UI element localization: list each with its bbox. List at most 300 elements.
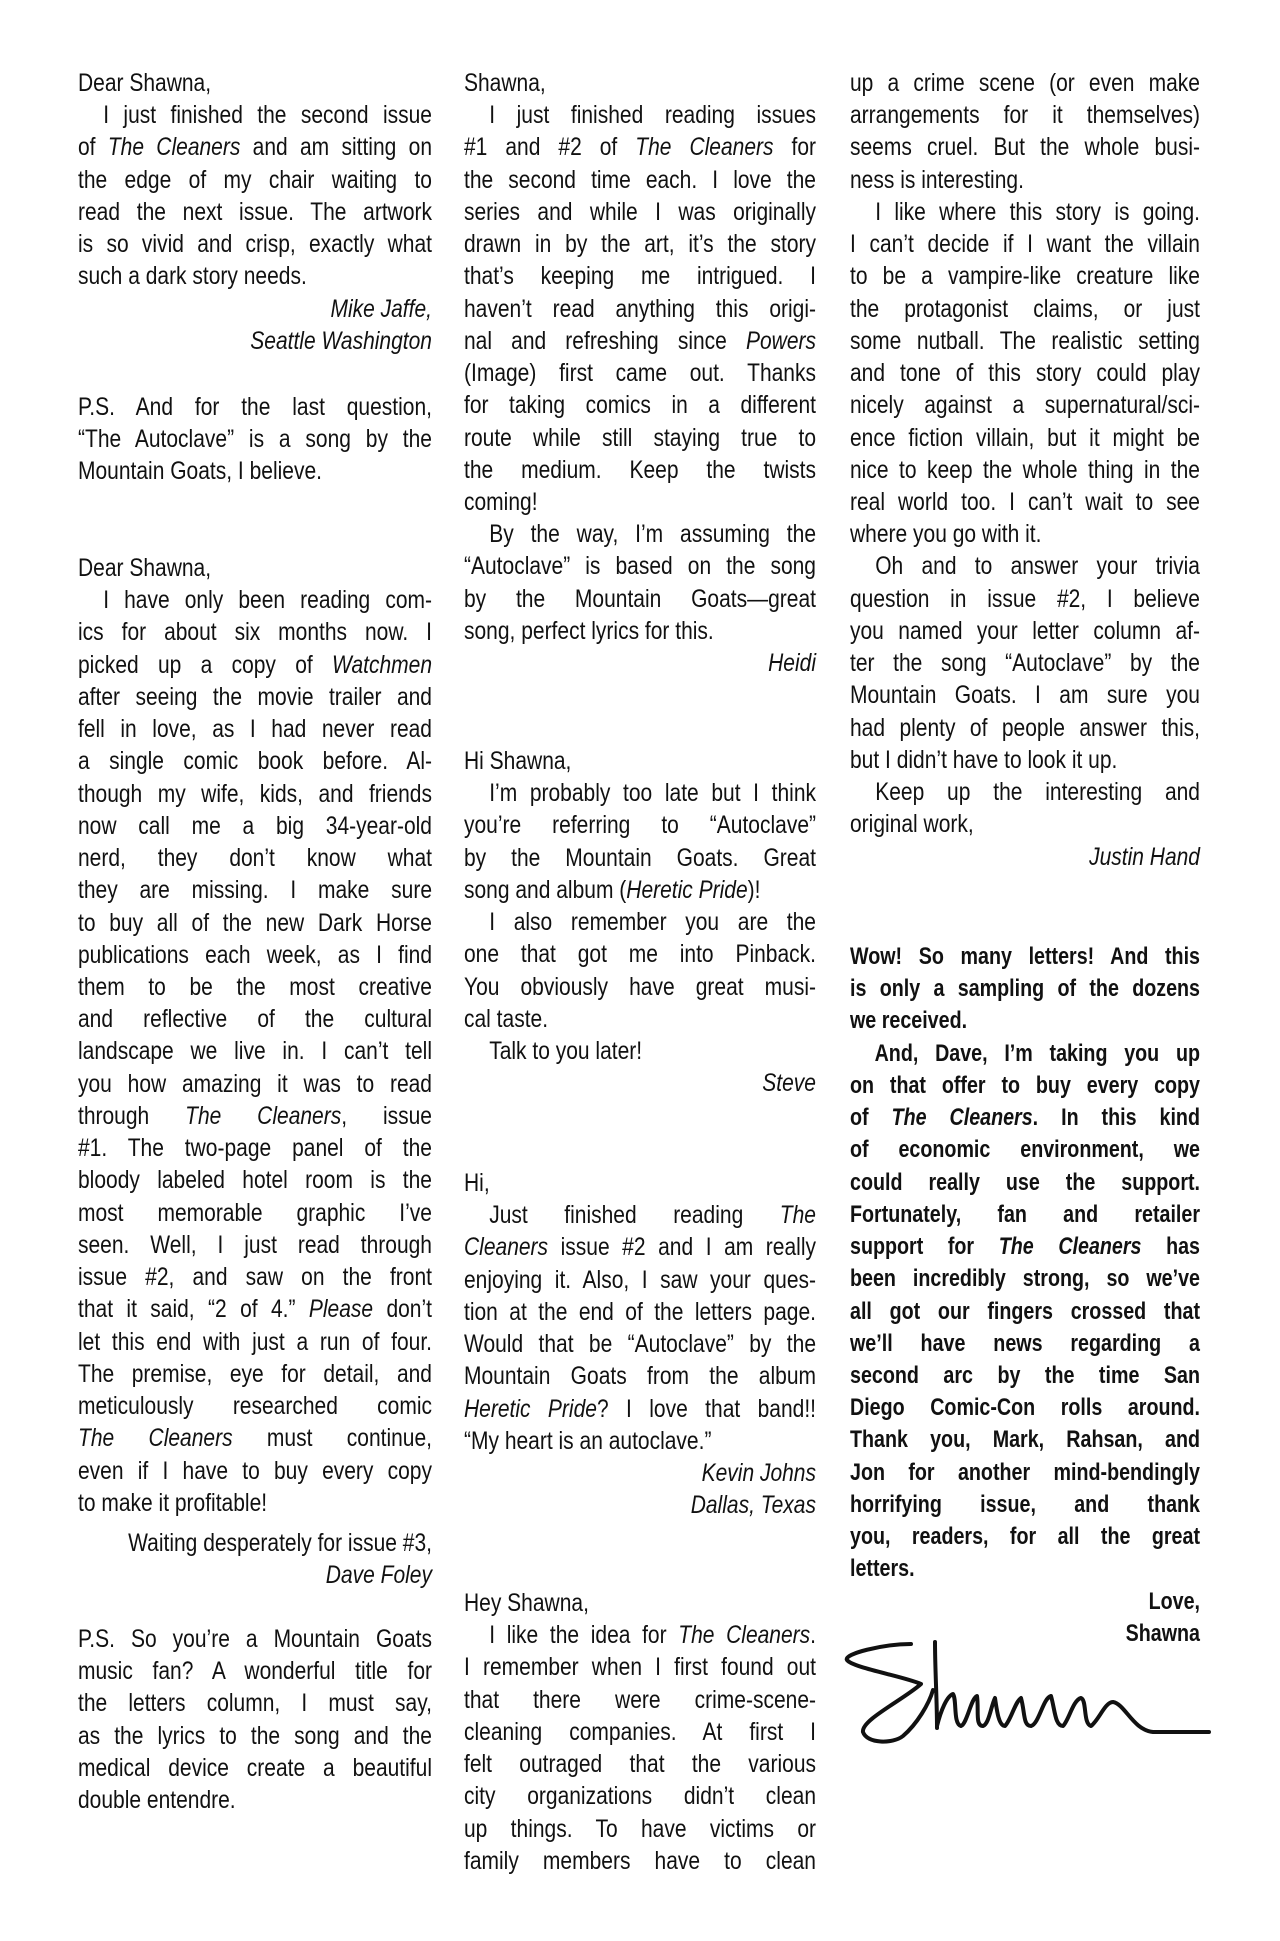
text-run: the edge of my chair waiting to: [78, 165, 432, 194]
italic-text-run: Watchmen: [332, 650, 432, 679]
text-line: [850, 196, 1200, 228]
text-run: them to be the most creative: [78, 972, 432, 1001]
text-run: Oh and to answer your trivia: [875, 552, 1200, 581]
text-run: coming!: [464, 487, 538, 516]
text-run: I like where this story is going.: [875, 197, 1200, 226]
text-run: Waiting desperately for issue #3,: [128, 1528, 432, 1557]
text-run: medical device create a beautiful: [78, 1753, 432, 1782]
text-run: And, Dave, I’m taking you up: [874, 1039, 1200, 1067]
text-line: [464, 1264, 816, 1296]
text-run: that there were crime-scene-: [464, 1685, 816, 1714]
text-run: Thank you, Mark, Rahsan, and: [850, 1426, 1200, 1454]
text-run: Would that be “Autoclave” by the: [464, 1330, 816, 1359]
text-line: [464, 1199, 816, 1231]
text-line: [850, 615, 1200, 647]
italic-text-run: Dallas, Texas: [690, 1491, 816, 1520]
text-run: cleaning companies. At first I: [464, 1717, 816, 1746]
text-run: the medium. Keep the twists: [464, 455, 816, 484]
italic-text-run: The Cleaners: [678, 1621, 811, 1650]
italic-text-run: Steve: [762, 1069, 816, 1098]
text-line: [78, 1720, 432, 1752]
text-line: [78, 455, 432, 487]
text-run: had plenty of people answer this,: [850, 713, 1200, 742]
text-run: Fortunately, fan and retailer: [850, 1200, 1200, 1228]
italic-text-run: Please: [308, 1295, 374, 1324]
text-line: [78, 1559, 432, 1591]
text-line: [850, 973, 1200, 1005]
text-run: that it said, “2 of 4.”: [78, 1295, 309, 1324]
text-line: [78, 842, 432, 874]
text-run: fell in love, as I had never read: [78, 715, 432, 744]
text-line: [78, 1132, 432, 1164]
text-run: song and album (: [464, 875, 627, 904]
text-run: Jon for another mind-bendingly: [850, 1458, 1200, 1486]
text-run: second arc by the time San: [850, 1361, 1200, 1389]
text-run: Mountain Goats. I am sure you: [850, 681, 1200, 710]
text-line: [78, 1100, 432, 1132]
text-line: [78, 99, 432, 131]
text-line: [78, 164, 432, 196]
text-run: horrifying issue, and thank: [850, 1490, 1200, 1518]
text-line: [78, 260, 432, 292]
text-run: Talk to you later!: [489, 1037, 643, 1066]
text-line: [464, 1167, 816, 1199]
text-run: we received.: [850, 1007, 968, 1035]
text-run: Love,: [1148, 1587, 1200, 1615]
text-line: [464, 745, 816, 777]
text-run: is so vivid and crisp, exactly what: [78, 230, 432, 259]
text-run: Dear Shawna,: [78, 68, 212, 97]
text-line: [850, 1328, 1200, 1360]
text-run: of: [850, 1104, 892, 1132]
text-run: to make it profitable!: [78, 1488, 268, 1517]
text-run: to buy all of the new Dark Horse: [78, 908, 432, 937]
text-line: [464, 550, 816, 582]
text-run: but I didn’t have to look it up.: [850, 745, 1118, 774]
text-run: “My heart is an autoclave.”: [464, 1426, 712, 1455]
text-run: I remember when I first found out: [464, 1653, 816, 1682]
text-line: [464, 1296, 816, 1328]
text-line: [78, 1784, 432, 1816]
text-run: nerd, they don’t know what: [78, 844, 432, 873]
text-line: [78, 1455, 432, 1487]
text-line: [464, 1003, 816, 1035]
text-line: [78, 584, 432, 616]
text-run: ter the song “Autoclave” by the: [850, 649, 1200, 678]
text-run: tion at the end of the letters page.: [464, 1297, 816, 1326]
text-line: [850, 841, 1200, 873]
text-line: [464, 938, 816, 970]
text-line: [464, 1684, 816, 1716]
text-run: bloody labeled hotel room is the: [78, 1166, 432, 1195]
italic-text-run: The Cleaners: [78, 1424, 233, 1453]
text-run: I just finished the second issue: [103, 101, 432, 130]
text-run: support for: [850, 1233, 999, 1261]
text-run: some nutball. The realistic setting: [850, 326, 1200, 355]
text-run: real world too. I can’t wait to see: [850, 487, 1200, 516]
text-line: [464, 1328, 816, 1360]
text-run: By the way, I’m assuming the: [489, 520, 816, 549]
text-run: double entendre.: [78, 1786, 236, 1815]
italic-text-run: Kevin Johns: [701, 1459, 816, 1488]
italic-text-run: Heretic Pride: [464, 1394, 597, 1423]
italic-text-run: The: [779, 1201, 816, 1230]
text-line: [850, 583, 1200, 615]
text-line: [850, 67, 1200, 99]
text-run: haven’t read anything this origi-: [464, 294, 816, 323]
text-line: [464, 293, 816, 325]
text-run: issue #2, and saw on the front: [78, 1263, 432, 1292]
italic-text-run: Heidi: [768, 649, 816, 678]
text-run: song, perfect lyrics for this.: [464, 616, 714, 645]
text-line: [78, 907, 432, 939]
text-run: Shawna,: [464, 68, 546, 97]
text-line: [78, 1358, 432, 1390]
text-line: [464, 164, 816, 196]
text-line: [850, 260, 1200, 292]
text-line: [464, 1231, 816, 1263]
text-run: most memorable graphic I’ve: [78, 1198, 432, 1227]
text-run: nice to keep the whole thing in the: [850, 455, 1200, 484]
text-line: [78, 391, 432, 423]
text-run: could really use the support.: [850, 1168, 1200, 1196]
text-line: [78, 1035, 432, 1067]
text-run: ness is interesting.: [850, 165, 1024, 194]
text-run: through: [78, 1101, 186, 1130]
text-line: [850, 1586, 1200, 1618]
text-run: landscape we live in. I can’t tell: [78, 1037, 432, 1066]
text-line: [464, 260, 816, 292]
text-run: route while still staying true to: [464, 423, 816, 452]
text-line: [850, 454, 1200, 486]
text-run: up things. To have victims or: [464, 1814, 816, 1843]
text-run: Diego Comic-Con rolls around.: [850, 1394, 1200, 1422]
text-run: The premise, eye for detail, and: [78, 1359, 432, 1388]
text-line: [78, 1527, 432, 1559]
text-run: where you go with it.: [850, 520, 1042, 549]
text-line: [464, 615, 816, 647]
text-line: [850, 1102, 1200, 1134]
text-line: [850, 1231, 1200, 1263]
text-line: [464, 1393, 816, 1425]
text-run: seems cruel. But the whole busi-: [850, 133, 1200, 162]
text-run: , issue: [341, 1101, 432, 1130]
text-run: ics for about six months now. I: [78, 618, 432, 647]
text-run: I’m probably too late but I think: [489, 779, 816, 808]
text-run: (Image) first came out. Thanks: [464, 359, 816, 388]
text-run: Shawna: [1125, 1619, 1200, 1647]
text-run: Hi Shawna,: [464, 746, 572, 775]
text-line: [850, 1457, 1200, 1489]
text-line: [464, 874, 816, 906]
text-line: [464, 325, 816, 357]
text-line: [850, 941, 1200, 973]
text-line: [464, 518, 816, 550]
text-line: [464, 422, 816, 454]
italic-text-run: Powers: [745, 326, 816, 355]
text-run: music fan? A wonderful title for: [78, 1657, 432, 1686]
text-run: Hey Shawna,: [464, 1588, 589, 1617]
text-run: cal taste.: [464, 1004, 549, 1033]
text-run: Mountain Goats from the album: [464, 1362, 816, 1391]
text-line: [78, 810, 432, 842]
text-line: [850, 131, 1200, 163]
text-line: [850, 1263, 1200, 1295]
text-run: of economic environment, we: [850, 1136, 1200, 1164]
text-run: by the Mountain Goats. Great: [464, 843, 816, 872]
italic-text-run: The Cleaners: [107, 133, 241, 162]
text-run: after seeing the movie trailer and: [78, 682, 432, 711]
text-line: [850, 1521, 1200, 1553]
text-line: [850, 808, 1200, 840]
text-line: [78, 713, 432, 745]
text-line: [78, 131, 432, 163]
text-run: Hi,: [464, 1168, 490, 1197]
text-line: [850, 1424, 1200, 1456]
text-line: [464, 777, 816, 809]
text-run: Wow! So many letters! And this: [850, 942, 1200, 970]
text-line: [850, 1296, 1200, 1328]
text-line: [464, 228, 816, 260]
text-run: let this end with just a run of four.: [78, 1327, 432, 1356]
text-line: [78, 228, 432, 260]
text-run: of: [78, 133, 108, 162]
text-run: P.S. And for the last question,: [78, 392, 432, 421]
text-run: I just finished reading issues: [489, 101, 816, 130]
text-line: [464, 1587, 816, 1619]
text-line: [850, 518, 1200, 550]
text-line: [78, 745, 432, 777]
text-line: [464, 1035, 816, 1067]
text-line: [464, 357, 816, 389]
text-line: [464, 647, 816, 679]
text-line: [464, 1845, 816, 1877]
text-run: now call me a big 34-year-old: [78, 811, 432, 840]
italic-text-run: The Cleaners: [635, 133, 774, 162]
text-run: nicely against a supernatural/sci-: [850, 391, 1200, 420]
text-run: as the lyrics to the song and the: [78, 1721, 432, 1750]
text-run: has: [1141, 1233, 1200, 1261]
text-run: Dear Shawna,: [78, 553, 212, 582]
text-run: series and while I was originally: [464, 197, 816, 226]
text-line: [464, 1748, 816, 1780]
text-line: [850, 1038, 1200, 1070]
text-run: I like the idea for: [489, 1621, 679, 1650]
text-line: [850, 550, 1200, 582]
text-line: [464, 196, 816, 228]
text-line: [464, 1457, 816, 1489]
italic-text-run: Mike Jaffe,: [330, 294, 432, 323]
text-run: must continue,: [232, 1424, 432, 1453]
text-run: one that got me into Pinback.: [464, 940, 816, 969]
text-line: [850, 1005, 1200, 1037]
text-line: [78, 1003, 432, 1035]
text-run: you named your letter column af-: [850, 616, 1200, 645]
text-run: ? I love that band!!: [596, 1394, 816, 1423]
text-run: that’s keeping me intrigued. I: [464, 262, 816, 291]
text-line: [78, 939, 432, 971]
text-line: [78, 874, 432, 906]
italic-text-run: Heretic Pride: [626, 875, 748, 904]
text-line: [850, 744, 1200, 776]
text-line: [850, 357, 1200, 389]
text-line: [464, 906, 816, 938]
text-line: [850, 1360, 1200, 1392]
text-line: [850, 228, 1200, 260]
text-line: [78, 681, 432, 713]
italic-text-run: The Cleaners: [185, 1101, 342, 1130]
text-run: you, readers, for all the great: [850, 1523, 1200, 1551]
text-run: been incredibly strong, so we’ve: [850, 1265, 1200, 1293]
text-run: arrangements for it themselves): [850, 101, 1200, 130]
text-run: issue #2 and I am really: [548, 1233, 816, 1262]
text-line: [78, 552, 432, 584]
text-run: to be a vampire-like creature like: [850, 262, 1200, 291]
italic-text-run: Dave Foley: [325, 1561, 432, 1590]
text-line: [850, 293, 1200, 325]
text-line: [78, 293, 432, 325]
text-line: [850, 1392, 1200, 1424]
italic-text-run: The Cleaners: [998, 1233, 1142, 1261]
text-run: question in issue #2, I believe: [850, 584, 1200, 613]
text-run: and am sitting on: [240, 133, 433, 162]
text-run: Keep up the interesting and: [875, 778, 1200, 807]
text-line: [464, 1425, 816, 1457]
text-run: drawn in by the art, it’s the story: [464, 230, 816, 259]
text-line: [78, 1390, 432, 1422]
text-run: you how amazing it was to read: [78, 1069, 432, 1098]
text-run: I have only been reading com-: [103, 586, 432, 615]
text-run: “Autoclave” is based on the song: [464, 552, 816, 581]
text-run: letters.: [850, 1555, 915, 1583]
text-line: [464, 1067, 816, 1099]
text-run: nal and refreshing since: [464, 326, 746, 355]
text-line: [464, 1716, 816, 1748]
text-line: [850, 679, 1200, 711]
text-line: [464, 131, 816, 163]
text-run: for taking comics in a different: [464, 391, 816, 420]
text-line: [78, 1752, 432, 1784]
text-run: seen. Well, I just read through: [78, 1230, 432, 1259]
text-run: by the Mountain Goats—great: [464, 584, 816, 613]
text-line: [464, 971, 816, 1003]
text-run: and reflective of the cultural: [78, 1005, 432, 1034]
text-line: [78, 1687, 432, 1719]
text-run: enjoying it. Also, I saw your ques-: [464, 1265, 816, 1294]
text-run: they are missing. I make sure: [78, 876, 432, 905]
text-run: city organizations didn’t clean: [464, 1782, 816, 1811]
text-line: [464, 486, 816, 518]
italic-text-run: Cleaners: [464, 1233, 549, 1262]
text-line: [78, 1326, 432, 1358]
text-line: [464, 842, 816, 874]
text-run: Just finished reading: [489, 1201, 780, 1230]
text-line: [850, 325, 1200, 357]
text-run: read the next issue. The artwork: [78, 197, 432, 226]
text-line: [78, 1422, 432, 1454]
text-line: [78, 971, 432, 1003]
text-run: the second time each. I love the: [464, 165, 816, 194]
text-line: [850, 1199, 1200, 1231]
text-run: I can’t decide if I want the villain: [850, 230, 1200, 259]
text-run: you’re referring to “Autoclave”: [464, 811, 816, 840]
text-line: [78, 1261, 432, 1293]
text-run: . In this kind: [1032, 1104, 1200, 1132]
text-line: [464, 809, 816, 841]
text-line: [78, 196, 432, 228]
text-line: [78, 1197, 432, 1229]
text-run: picked up a copy of: [78, 650, 333, 679]
text-run: Mountain Goats, I believe.: [78, 457, 322, 486]
text-line: [78, 1229, 432, 1261]
text-run: ence fiction villain, but it might be: [850, 423, 1200, 452]
text-line: [464, 454, 816, 486]
text-line: [78, 1164, 432, 1196]
text-run: .: [810, 1621, 816, 1650]
italic-text-run: Seattle Washington: [250, 326, 432, 355]
text-run: is only a sampling of the dozens: [850, 975, 1200, 1003]
text-run: on that offer to buy every copy: [850, 1071, 1200, 1099]
text-line: [78, 1623, 432, 1655]
text-line: [78, 423, 432, 455]
text-line: [78, 1068, 432, 1100]
text-run: all got our fingers crossed that: [850, 1297, 1200, 1325]
text-run: P.S. So you’re a Mountain Goats: [78, 1624, 432, 1653]
text-run: )!: [747, 875, 761, 904]
text-run: up a crime scene (or even make: [850, 68, 1200, 97]
text-line: [850, 164, 1200, 196]
text-line: [850, 712, 1200, 744]
text-run: for: [773, 133, 817, 162]
text-run: we’ll have news regarding a: [850, 1329, 1200, 1357]
text-run: felt outraged that the various: [464, 1750, 816, 1779]
text-line: [850, 1489, 1200, 1521]
text-line: [850, 486, 1200, 518]
text-line: [464, 1780, 816, 1812]
text-run: though my wife, kids, and friends: [78, 779, 432, 808]
text-line: [78, 67, 432, 99]
text-line: [464, 1360, 816, 1392]
italic-text-run: Justin Hand: [1089, 842, 1200, 871]
text-line: [850, 1134, 1200, 1166]
text-run: I also remember you are the: [489, 908, 816, 937]
text-line: [850, 776, 1200, 808]
text-run: a single comic book before. Al-: [78, 747, 432, 776]
text-line: [78, 1487, 432, 1519]
text-line: [78, 1293, 432, 1325]
text-line: [850, 1553, 1200, 1585]
text-run: and tone of this story could play: [850, 359, 1200, 388]
text-line: [850, 99, 1200, 131]
text-line: [850, 1167, 1200, 1199]
text-line: [464, 389, 816, 421]
text-run: #1. The two-page panel of the: [78, 1134, 432, 1163]
text-line: [464, 1813, 816, 1845]
text-line: [464, 1489, 816, 1521]
text-run: publications each week, as I find: [78, 940, 432, 969]
text-line: [78, 325, 432, 357]
text-run: original work,: [850, 810, 974, 839]
text-run: even if I have to buy every copy: [78, 1456, 432, 1485]
text-run: such a dark story needs.: [78, 262, 307, 291]
text-run: family members have to clean: [464, 1846, 816, 1875]
text-line: [464, 583, 816, 615]
text-line: [464, 1619, 816, 1651]
text-line: [850, 422, 1200, 454]
text-run: don’t: [373, 1295, 432, 1324]
text-line: [850, 389, 1200, 421]
text-line: [78, 778, 432, 810]
